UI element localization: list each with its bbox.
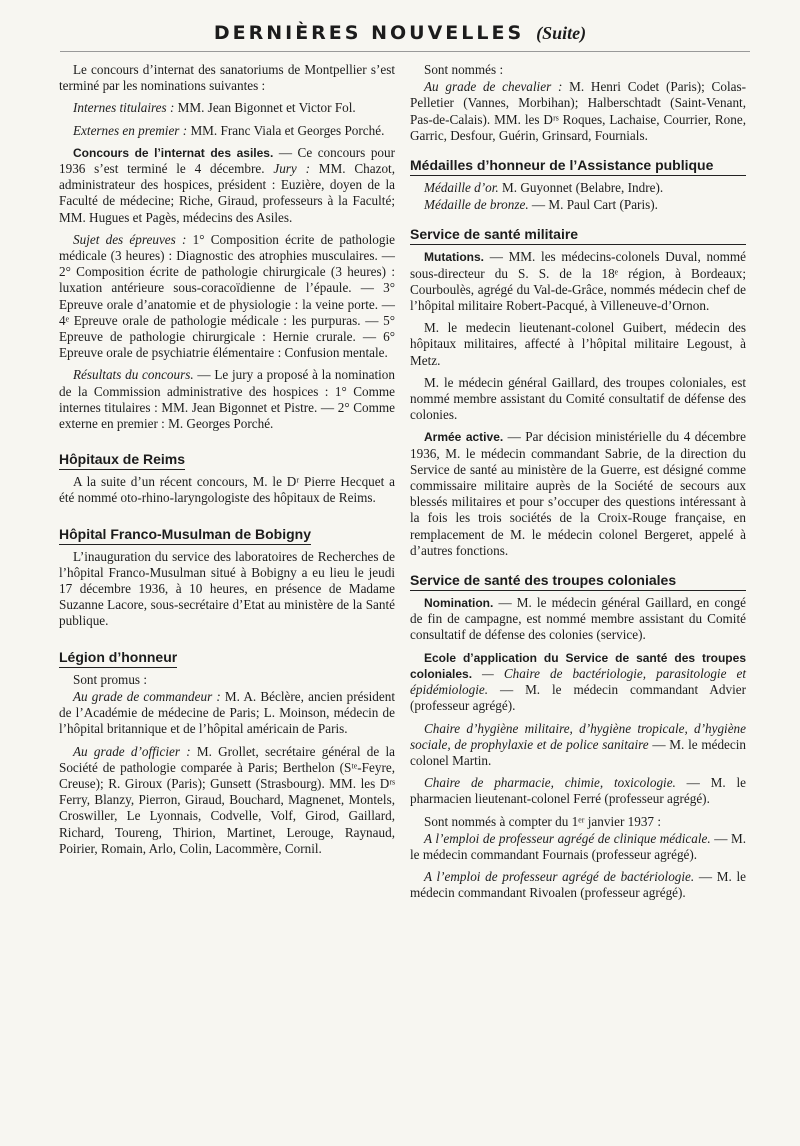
reims-text: A la suite d’un récent concours, M. le Dʳ Pierre Hecquet a été nommé oto-rhino-laryngologiste des hôpitaux de Reims. <box>59 474 395 506</box>
ecole-para <box>410 650 746 715</box>
medaille-bronze-label: Médaille de bronze. <box>424 197 529 213</box>
externes-premier <box>59 123 395 139</box>
externes-label: Externes en premier : <box>73 122 188 138</box>
sujet-epreuves <box>59 232 395 362</box>
header-title: DERNIÈRES NOUVELLES <box>213 22 525 44</box>
promus-label: Sont promus : <box>73 671 148 687</box>
resultats-concours <box>59 367 395 432</box>
ecole-chaire: — Chaire de bactériologie, parasitologie et épidémiologie. <box>410 665 746 698</box>
armee-active-para <box>410 429 746 559</box>
pharmacie-chaire: Chaire de pharmacie, chimie, toxicologie. <box>424 775 676 791</box>
heading-medailles: Médailles d’honneur de l’Assistance publique <box>410 156 746 176</box>
heading-sante-militaire: Service de santé militaire <box>410 225 746 245</box>
heading-legion: Légion d’honneur <box>59 648 177 668</box>
externes-text: MM. Franc Viala et Georges Porché. <box>187 122 385 138</box>
page-header <box>0 22 800 44</box>
medaille-or-label: Médaille d’or. <box>424 180 499 196</box>
bobigny-text: L’inauguration du service des laboratoires de Recherches de l’hôpital Franco-Musulman situé à Bobigny a eu lieu le jeudi 17 décembre 1936, à 10 heures, en présence de Madame Suzanne Lacore, sous-secrétaire d’Etat au ministère de la Santé publique. <box>59 548 395 629</box>
nomination-para <box>410 595 746 644</box>
nommes-label: Sont nommés : <box>424 62 504 77</box>
header-suite: (Suite) <box>536 23 587 43</box>
bacteriologie-para <box>410 869 746 901</box>
commandeur-label: Au grade de commandeur : <box>73 688 221 704</box>
chevalier-text: M. Henri Codet (Paris); Colas-Pelletier (Vannes, Morbihan); Halberschtadt (Saint-Venant, Pas-de-Calais). MM. les Dʳˢ Roques, Lachaise, Courrier, Rone, Garric, Desfour, Guérin, Grinsard, Fournials. <box>410 79 746 143</box>
pharmacie-text: — M. le pharmacien lieutenant-colonel Ferré (professeur agrégé). <box>410 775 747 807</box>
heading-reims: Hôpitaux de Reims <box>59 450 185 470</box>
clinique-emploi: A l’emploi de professeur agrégé de clinique médicale. <box>424 830 711 846</box>
asiles-text-b: MM. Chazot, administrateur des hospices, président : Euzière, doyen de la Faculté de médecine; Riche, Giraud, professeurs à la Faculté; MM. Hugues et Pagès, médecins des Asiles. <box>59 161 396 225</box>
mutations-para <box>410 249 746 314</box>
compter-para: Sont nommés à compter du 1ᵉʳ janvier 1937 : <box>424 813 661 829</box>
asiles-text-a: — Ce concours pour 1936 s’est terminé le 4 décembre. <box>59 144 395 177</box>
medaille-or-text: M. Guyonnet (Belabre, Indre). <box>498 180 664 196</box>
resultats-label: Résultats du concours. <box>73 367 194 383</box>
mutations-text: — MM. les médecins-colonels Duval, nommé sous-directeur du S. S. de la 18ᵉ région, à Bordeaux; Courboulès, agrégé du Val-de-Grâce, nommés médecin chef de l’hôpital militaire Robert-Pacqué, à Villeneuve-d’Ornon. <box>410 249 746 314</box>
chevalier-para <box>410 79 746 144</box>
sujet-label: Sujet des épreuves : <box>73 231 187 247</box>
bacteriologie-emploi: A l’emploi de professeur agrégé de bactériologie. <box>424 869 695 885</box>
officier-para <box>59 744 395 857</box>
clinique-text: — M. le médecin commandant Fournais (professeur agrégé). <box>410 830 746 862</box>
resultats-text: — Le jury a proposé à la nomination de la Commission administrative des hospices : 1° Comme internes titulaires : MM. Jean Bigonnet et Pistre. — 2° Comme externe en premier : M. Georges Porché. <box>59 367 395 432</box>
hygiene-chaire: Chaire d’hygiène militaire, d’hygiène tropicale, d’hygiène sociale, de prophylaxie et de police sanitaire <box>410 720 746 752</box>
guibert-para: M. le medecin lieutenant-colonel Guibert, médecin des hôpitaux militaires, affecté à l’hôpital militaire Legoust, à Metz. <box>410 320 746 368</box>
armee-active-lead: Armée active. <box>424 430 504 445</box>
ecole-text: — M. le médecin commandant Advier (professeur agrégé). <box>410 682 746 714</box>
chevalier-label: Au grade de chevalier : <box>424 79 563 95</box>
montpellier-intro: Le concours d’internat des sanatoriums de Montpellier s’est terminé par les nominations suivantes : <box>59 62 395 94</box>
mutations-lead: Mutations. <box>424 250 484 265</box>
header-rule <box>60 51 750 52</box>
commandeur-text: M. A. Béclère, ancien président de l’Académie de médecine de Paris; L. Moinson, médecin de l’hôpital britannique et de l’hôpital américain de Paris. <box>59 688 395 737</box>
asiles-lead: Concours de l’internat des asiles. <box>73 145 274 160</box>
officier-label: Au grade d’officier : <box>73 743 191 759</box>
bacteriologie-text: — M. le médecin commandant Rivoalen (professeur agrégé). <box>410 869 746 901</box>
hygiene-text: — M. le médecin colonel Martin. <box>410 736 746 768</box>
commandeur-para <box>59 689 395 738</box>
right-column <box>410 62 746 908</box>
asiles-concours <box>59 145 395 226</box>
pharmacie-para <box>410 775 746 807</box>
officier-text: M. Grollet, secrétaire général de la Société de pathologie comparée à Paris; Berthelon (Sᵗᵉ-Feyre, Creuse); R. Giroux (Paris); Gunsett (Strasbourg). MM. les Dʳˢ Ferry, Blanzy, Pierron, Giraud, Bouchard, Magnenet, Montels, Croswiller, Le Lyonnais, Codvelle, Volf, Girod, Gaillard, Richard, Toureng, Thirion, Martinet, Lerouge, Raynaud, Poirier, Romain, Arlo, Colin, Lacommère, Cornil. <box>59 743 395 856</box>
armee-active-text: — Par décision ministérielle du 4 décembre 1936, M. le médecin commandant Sabrie, de la direction du Service de santé au ministère de la Guerre, est désigné comme commissaire militaire auprès de la Société de secours aux blessés militaires et pour s’occuper des questions intéressant à la fois les trois sociétés de la Croix-Rouge française, en remplacement de M. le médecin colonel Bergeret, appelé à d’autres fonctions. <box>410 429 746 558</box>
internes-text: MM. Jean Bigonnet et Victor Fol. <box>174 100 356 116</box>
medaille-or <box>410 180 746 196</box>
heading-troupes-coloniales: Service de santé des troupes coloniales <box>410 571 746 591</box>
heading-bobigny: Hôpital Franco-Musulman de Bobigny <box>59 525 311 545</box>
nomination-text: — M. le médecin général Gaillard, en congé de fin de campagne, est nommé membre assistant du Comité consultatif de défense des colonies (service). <box>410 595 746 643</box>
sujet-text: 1° Composition écrite de pathologie médicale (3 heures) : Diagnostic des atrophies musculaires. — 2° Composition écrite de pathologie chirurgicale (3 heures) : luxation antérieure sous-coracoïdienne de l’épaule. — 3° Epreuve orale d’anatomie et de physiologie : la veine porte. — 4ᵉ Epreuve orale de pathologie médicale : les purpuras. — 5° Epreuve de pathologie chirurgicale : Hernie crurale. — 6° Epreuve orale de psychiatrie élémentaire : Confusion mentale. <box>59 231 395 361</box>
internes-titulaires <box>59 100 395 116</box>
left-column <box>59 62 395 863</box>
ecole-lead: Ecole d’application du Service de santé des troupes coloniales. <box>410 650 746 681</box>
jury-label: Jury : <box>273 161 310 177</box>
hygiene-para <box>410 721 746 770</box>
medaille-bronze-text: — M. Paul Cart (Paris). <box>528 197 658 213</box>
internes-label: Internes titulaires : <box>73 100 175 116</box>
medaille-bronze <box>410 197 746 213</box>
gaillard-para: M. le médecin général Gaillard, des troupes coloniales, est nommé membre assistant du Comité consultatif de défense des colonies. <box>410 374 746 423</box>
nomination-lead: Nomination. <box>424 596 494 611</box>
clinique-para <box>410 831 746 863</box>
